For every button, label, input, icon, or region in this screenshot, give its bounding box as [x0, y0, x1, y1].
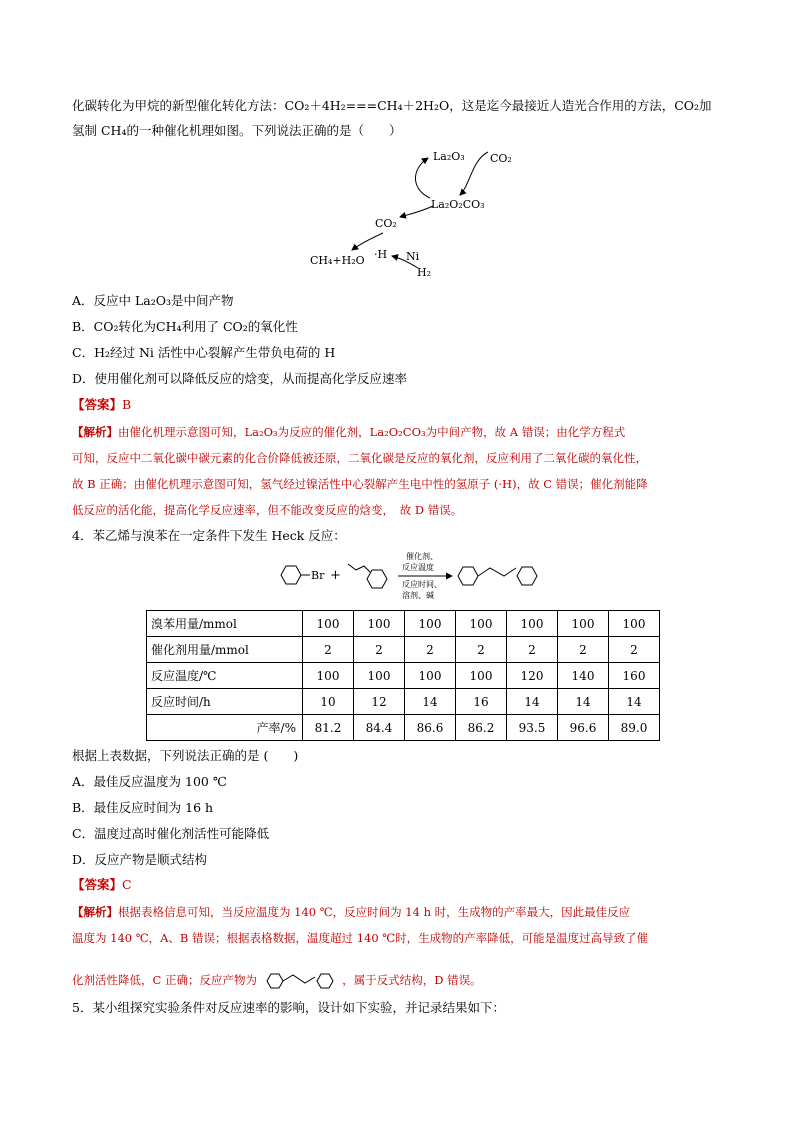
table-cell: 120 — [507, 663, 558, 689]
table-cell: 84.4 — [354, 715, 405, 741]
table-row — [147, 611, 660, 637]
table-cell: 140 — [558, 663, 609, 689]
condition-bot2: 溶剂、碱 — [402, 591, 434, 600]
q4-analysis-line1 — [72, 904, 630, 920]
table-cell: 100 — [303, 663, 354, 689]
table-cell: 16 — [456, 689, 507, 715]
products-label: CH₄+H₂O — [310, 254, 365, 267]
table-cell: 10 — [303, 689, 354, 715]
q3-analysis-text1: 由催化机理示意图可知，La₂O₃为反应的催化剂，La₂O₂CO₃为中间产物，故 A 错误；由化学方程式 — [118, 425, 626, 439]
table-cell: 12 — [354, 689, 405, 715]
row-label: 产率/% — [147, 715, 303, 741]
q4-option-b: B．最佳反应时间为 16 h — [72, 800, 214, 815]
q5-stem: 5．某小组探究实验条件对反应速率的影响，设计如下实验，并记录结果如下： — [72, 1000, 505, 1015]
condition-bot1: 反应时间、 — [402, 580, 442, 589]
q3-analysis-line1 — [72, 424, 625, 440]
q3-stem-line1: 化碳转化为甲烷的新型催化转化方法：CO₂＋4H₂===CH₄＋2H₂O，这是迄今最接近人造光合作用的方法，CO₂加 — [72, 98, 712, 113]
condition-top1: 催化剂、 — [406, 552, 438, 561]
table-cell: 100 — [456, 611, 507, 637]
arrow-la2o2co3-to-co2 — [400, 206, 433, 217]
q3-answer — [72, 397, 131, 413]
row-label: 催化剂用量/mmol — [147, 637, 303, 663]
table-cell: 100 — [558, 611, 609, 637]
q4-analysis-text3a: 化剂活性降低，C 正确；反应产物为 — [72, 973, 257, 987]
q3-option-b: B．CO₂转化为CH₄利用了 CO₂的氧化性 — [72, 319, 298, 334]
table-cell: 2 — [558, 637, 609, 663]
q3-analysis-tag: 【解析】 — [72, 425, 118, 439]
q3-stem-line2: 氢制 CH₄的一种催化机理如图。下列说法正确的是（ ） — [72, 123, 402, 138]
arrow-la2o2co3-to-la2o3 — [415, 158, 430, 198]
benzene-ring-1 — [281, 566, 301, 584]
table-cell: 100 — [405, 611, 456, 637]
table-cell: 100 — [609, 611, 660, 637]
table-cell: 160 — [609, 663, 660, 689]
table-cell: 100 — [456, 663, 507, 689]
benzene-ring-3 — [458, 567, 478, 585]
br-label: Br — [311, 569, 325, 582]
table-cell: 86.2 — [456, 715, 507, 741]
table-row — [147, 715, 660, 741]
table-cell: 2 — [609, 637, 660, 663]
plus-sign: + — [330, 568, 341, 583]
table-cell: 100 — [507, 611, 558, 637]
q3-answer-tag: 【答案】 — [72, 397, 123, 412]
q4-option-c: C．温度过高时催化剂活性可能降低 — [72, 826, 270, 841]
table-cell: 14 — [558, 689, 609, 715]
mechanism-diagram — [300, 140, 520, 285]
condition-top2: 反应温度 — [402, 563, 434, 572]
table-cell: 14 — [507, 689, 558, 715]
table-cell: 2 — [456, 637, 507, 663]
table-cell: 81.2 — [303, 715, 354, 741]
table-cell: 89.0 — [609, 715, 660, 741]
q4-answer — [72, 877, 132, 893]
table-cell: 2 — [354, 637, 405, 663]
table-cell: 2 — [303, 637, 354, 663]
q4-stem: 4．苯乙烯与溴苯在一定条件下发生 Heck 反应： — [72, 528, 346, 543]
h2-label: H₂ — [417, 266, 432, 279]
table-row — [147, 637, 660, 663]
table-cell: 100 — [354, 663, 405, 689]
row-label: 反应温度/℃ — [147, 663, 303, 689]
row-label: 溴苯用量/mmol — [147, 611, 303, 637]
row-label: 反应时间/h — [147, 689, 303, 715]
table-cell: 100 — [405, 663, 456, 689]
co2-mid-label: CO₂ — [375, 217, 397, 230]
q4-analysis-line2: 温度为 140 ℃，A、B 错误；根据表格数据，温度超过 140 ℃时，生成物的产率降低，可能是温度过高导致了催 — [72, 931, 649, 945]
q4-option-a: A．最佳反应温度为 100 ℃ — [72, 774, 227, 789]
q4-analysis-line3 — [72, 966, 482, 996]
q4-question: 根据上表数据，下列说法正确的是 ( ) — [72, 748, 299, 763]
q3-analysis-line2: 可知，反应中二氧化碳中碳元素的化合价降低被还原，二氧化碳是反应的氧化剂，反应利用了二氧化碳的氧化性， — [72, 451, 647, 465]
q3-analysis-line4: 低反应的活化能，提高化学反应速率，但不能改变反应的焓变， 故 D 错误。 — [72, 503, 463, 517]
benzene-ring-4 — [517, 567, 537, 585]
q3-answer-value: B — [122, 397, 132, 412]
table-row — [147, 689, 660, 715]
co2-top-label: CO₂ — [490, 152, 512, 165]
heck-reaction-scheme — [272, 548, 562, 604]
q4-answer-tag: 【答案】 — [72, 877, 123, 892]
table-cell: 14 — [609, 689, 660, 715]
table-cell: 2 — [405, 637, 456, 663]
heck-data-table — [146, 610, 660, 741]
q4-option-d: D．反应产物是顺式结构 — [72, 852, 208, 867]
q3-option-c: C．H₂经过 Ni 活性中心裂解产生带负电荷的 H — [72, 345, 336, 360]
la2o3-label: La₂O₃ — [433, 150, 465, 163]
table-cell: 86.6 — [405, 715, 456, 741]
vinyl-group — [348, 564, 370, 572]
q4-answer-value: C — [122, 877, 132, 892]
table-cell: 93.5 — [507, 715, 558, 741]
q3-analysis-line3: 故 B 正确；由催化机理示意图可知，氢气经过镍活性中心裂解产生电中性的氢原子 (·H)，故 C 错误；催化剂能降 — [72, 477, 648, 491]
table-cell: 96.6 — [558, 715, 609, 741]
q3-option-d: D．使用催化剂可以降低反应的焓变，从而提高化学反应速率 — [72, 371, 408, 386]
q3-option-a: A．反应中 La₂O₃是中间产物 — [72, 293, 234, 308]
table-cell: 100 — [303, 611, 354, 637]
q4-analysis-tag: 【解析】 — [72, 905, 118, 919]
q4-analysis-text3b: ，属于反式结构，D 错误。 — [342, 973, 482, 987]
la2o2co3-label: La₂O₂CO₃ — [431, 198, 485, 211]
table-row — [147, 663, 660, 689]
benzene-ring-2 — [367, 570, 387, 588]
table-cell: 100 — [354, 611, 405, 637]
stilbene-structure — [265, 966, 335, 996]
table-cell: 2 — [507, 637, 558, 663]
ni-label: Ni — [406, 250, 420, 263]
trans-double-bond — [478, 568, 516, 576]
table-cell: 14 — [405, 689, 456, 715]
h-radical-label: ·H — [374, 248, 388, 261]
q4-analysis-text1: 根据表格信息可知，当反应温度为 140 ℃，反应时间为 14 h 时，生成物的产率最大，因此最佳反应 — [118, 905, 631, 919]
